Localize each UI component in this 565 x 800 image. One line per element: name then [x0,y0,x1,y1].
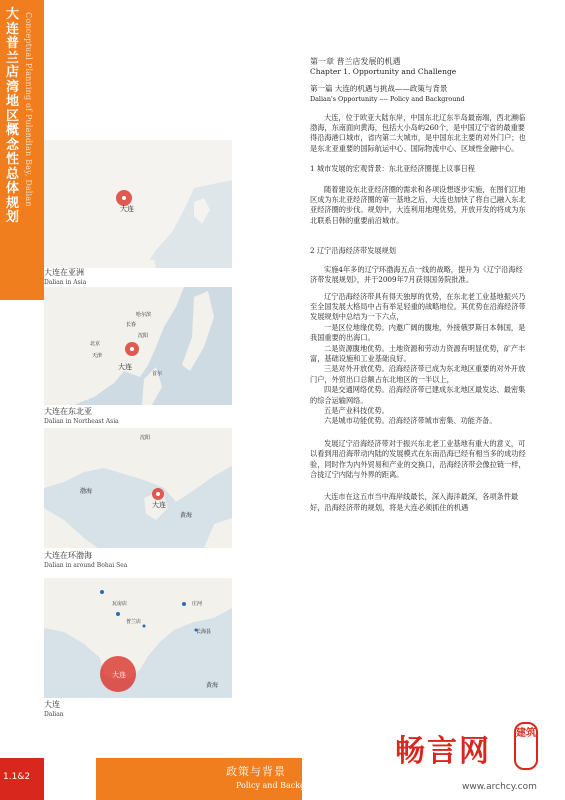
part-title-cn: 第一篇 大连的机遇与挑战——政策与背景 [310,83,448,93]
list-item: 三是对外开放优势。沿海经济带已成为东北地区重要的对外开放门户，外贸出口总额占东北地区的一半以上， [310,364,526,384]
map-asia [44,140,232,268]
map-dalian-caption-en: Dalian [44,711,64,718]
map-dalian-caption [44,700,64,720]
map-asia-caption [44,268,86,288]
map-bohai-caption [44,551,127,571]
map-bohai-caption-en: Dalian in around Bohai Sea [44,562,128,569]
map-dalian-label-3: 庄河 [192,601,203,607]
map-bohai-label-1: 沈阳 [140,435,151,441]
map-bohai-city-label: 大连 [152,501,166,509]
paragraph-intro: 大连，位于欧亚大陆东岸，中国东北辽东半岛最南端，西北濒临渤海，东南面向黄海，包括大小岛屿260个，是中国辽宁省的最重要得沿海港口城市，省内第二大城市，是中国东北主要的对外门户；也是东北亚重要的国际航运中心、国际物流中心、区域性金融中心。 [310,112,526,153]
map-ne-label-6: 首尔 [152,371,163,377]
map-ne-label-3: 沈阳 [138,333,149,339]
map-bohai-caption-cn: 大连在环渤海 [44,551,92,560]
map-dalian-label-2: 普兰店 [126,619,142,625]
chapter-title-en: Chapter 1. Opportunity and Challenge [310,67,457,77]
map-asia-caption-cn: 大连在亚洲 [44,268,84,277]
list-item: 六是城市功能优势。沿海经济带城市密集、功能齐备。 [324,416,497,426]
footer-title-en: Policy and Background [236,781,330,790]
map-ne-caption [44,407,119,427]
map-ne-label-5: 天津 [92,353,103,359]
map-dalian-label-5: 黄海 [206,682,219,689]
list-item: 五是产业科技优势。 [324,405,389,415]
paragraph-advantages: 辽宁沿海经济带具有得天独厚的优势，在东北老工业基地振兴乃至全国发展大格局中占有举足轻重的战略地位。其优势在沿海经济带发展规划中总结为一下六点， [310,291,526,322]
map-asia-city-label: 大连 [120,205,134,213]
map-bohai [44,428,232,548]
list-item: 二是资源腹地优势。土地资源和劳动力资源有明显优势，矿产丰富，基础设施和工业基础良好。 [310,343,526,363]
map-ne-label-2: 长春 [126,322,137,328]
page-number: 1.1&2 [3,772,31,782]
map-bohai-label-3: 黄海 [180,512,193,519]
map-bohai-label-2: 渤海 [80,488,93,495]
paragraph-dalian-opportunity: 大连市在这五市当中海岸线最长，深入海洋最深，各项条件最好，沿海经济带的规划，将是大连必须抓住的机遇 [310,492,519,512]
map-ne-city-label: 大连 [118,363,132,371]
chapter-title-cn: 第一章 普兰店发展的机遇 [310,57,401,66]
map-ne-label-1: 哈尔滨 [136,312,152,318]
list-item: 一是区位地缘优势。内邀广阔的腹地，外接俄罗斯日本韩国，是我国重要的出海口。 [310,322,526,343]
map-asia-caption-en: Dalian in Asia [44,279,87,286]
map-dalian-label-4: 长海县 [196,629,212,635]
logo-badge: 建筑 [514,722,538,770]
document-subtitle: Conceptual Planning of Pulandian Bay, Dalian [24,12,33,207]
map-dalian-caption-cn: 大连 [44,700,60,709]
map-dalian [44,578,232,698]
map-ne-label-4: 北京 [90,341,101,347]
footer-title-cn: 政策与背景 [226,765,286,778]
section-2-title: 2 辽宁沿海经济带发展规划 [310,246,396,256]
section-1-title: 1 城市发展的宏观背景：东北亚经济圈提上议事日程 [310,164,475,174]
part-title-en: Dalian's Opportunity ---- Policy and Background [310,95,465,104]
site-logo: 畅言网 [395,734,491,769]
map-dalian-label-1: 瓦房店 [112,601,128,607]
map-ne-caption-cn: 大连在东北亚 [44,407,92,416]
paragraph-significance: 发展辽宁沿海经济带对于振兴东北老工业基地有重大的意义，可以看到用沿海带动内陆的发展模式在东南沿海已经有相当多的成功经验，同时作为内外贸易和产业的交换口，沿海经济带会像拉链一样，合拢辽宁内陆与外界的距离。 [310,438,526,479]
paragraph-northeast-asia: 随着建设东北亚经济圈的需求和各项设想逐步实施，在图们江地区成为东北亚经济圈的第一基地之后，大连也加快了将自己融入东北亚经济圈的步伐。规划中，大连利用地理优势，开放开发的将成为东北联系日韩的重要前沿城市。 [310,184,526,225]
map-ne-caption-en: Dalian in Northeast Asia [44,418,119,425]
map-dalian-city-label: 大连 [112,671,126,679]
text-column [310,57,528,513]
list-item: 四是交通网络优势。沿海经济带已建成东北地区最发达、最密集的综合运输网络。 [310,385,526,405]
site-url: www.archcy.com [462,782,537,792]
document-title: 大连普兰店湾地区概念性总体规划 [6,7,20,225]
paragraph-strategy: 实施4年多的辽宁环渤海五点一线的战略，提升为《辽宁沿海经济带发展规划》，并于2009年7月获得国务院批准。 [310,264,523,285]
map-northeast-asia [44,287,232,405]
